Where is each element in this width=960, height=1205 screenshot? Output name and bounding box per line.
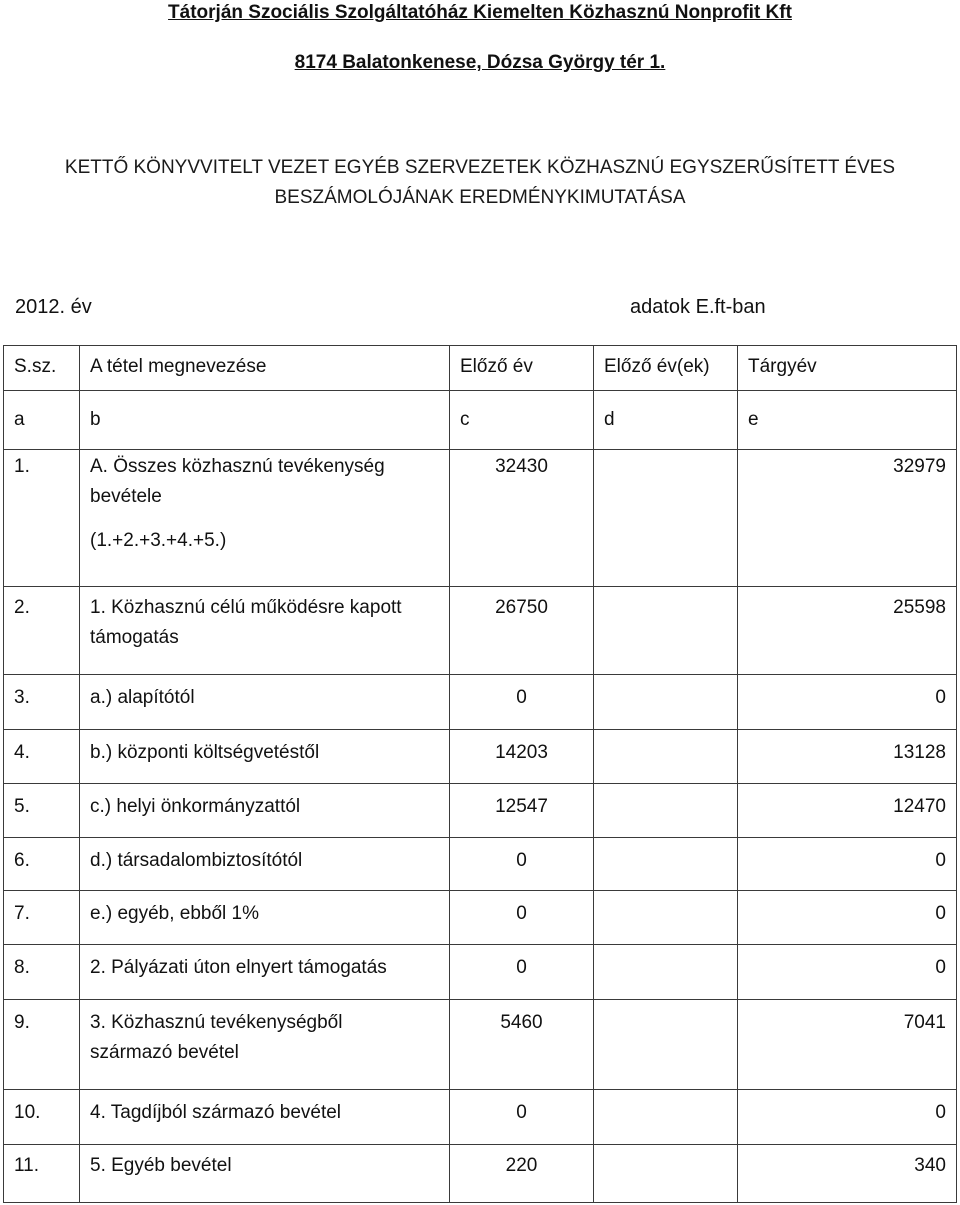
row-ssz: 10. xyxy=(4,1090,80,1145)
header-ssz: S.sz. xyxy=(4,346,80,391)
table-row xyxy=(4,891,957,945)
letter-c: c xyxy=(450,391,594,450)
row-item-name-line-1: A. Összes közhasznú tevékenység xyxy=(90,456,385,477)
table-row xyxy=(4,784,957,838)
row-ssz: 5. xyxy=(4,784,80,838)
row-ssz: 6. xyxy=(4,838,80,891)
table-row xyxy=(4,587,957,675)
row-previous-years-adjustment xyxy=(594,450,738,587)
unit-label: adatok E.ft-ban xyxy=(630,296,766,318)
header-previous-years-adjustment: Előző év(ek) xyxy=(594,346,738,391)
table-row xyxy=(4,1090,957,1145)
row-previous-year: 0 xyxy=(450,891,594,945)
row-current-year: 12470 xyxy=(738,784,957,838)
row-item-name-line-2: bevétele xyxy=(90,486,162,507)
row-current-year: 25598 xyxy=(738,587,957,675)
row-previous-year: 12547 xyxy=(450,784,594,838)
row-ssz: 3. xyxy=(4,675,80,730)
row-ssz: 2. xyxy=(4,587,80,675)
row-previous-years-adjustment xyxy=(594,945,738,1000)
table-row xyxy=(4,945,957,1000)
row-ssz: 7. xyxy=(4,891,80,945)
row-previous-year: 0 xyxy=(450,838,594,891)
letter-d: d xyxy=(594,391,738,450)
table-row xyxy=(4,838,957,891)
row-current-year: 0 xyxy=(738,945,957,1000)
row-item-name-spacer xyxy=(90,512,439,526)
row-previous-years-adjustment xyxy=(594,1090,738,1145)
row-item-name-line-1: 1. Közhasznú célú működésre kapott xyxy=(90,597,402,618)
row-item-name: 5. Egyéb bevétel xyxy=(80,1145,450,1203)
table-row xyxy=(4,675,957,730)
row-item-name: b.) központi költségvetéstől xyxy=(80,730,450,784)
income-statement-table xyxy=(3,345,957,1203)
row-item-name: c.) helyi önkormányzattól xyxy=(80,784,450,838)
row-ssz: 9. xyxy=(4,1000,80,1090)
header-item-name: A tétel megnevezése xyxy=(80,346,450,391)
row-item-name: 4. Tagdíjból származó bevétel xyxy=(80,1090,450,1145)
row-previous-years-adjustment xyxy=(594,730,738,784)
organization-name: Tátorján Szociális Szolgáltatóház Kiemelten Közhasznú Nonprofit Kft xyxy=(168,2,792,23)
report-title xyxy=(0,153,960,213)
table-row xyxy=(4,730,957,784)
row-item-name xyxy=(80,1000,450,1090)
row-previous-years-adjustment xyxy=(594,1000,738,1090)
column-letter-row xyxy=(4,391,957,450)
row-current-year: 13128 xyxy=(738,730,957,784)
table-row xyxy=(4,1145,957,1203)
row-previous-year: 0 xyxy=(450,1090,594,1145)
row-ssz: 4. xyxy=(4,730,80,784)
row-item-name-line-2: támogatás xyxy=(90,627,179,648)
letter-e: e xyxy=(738,391,957,450)
row-item-name: 2. Pályázati úton elnyert támogatás xyxy=(80,945,450,1000)
table-row xyxy=(4,1000,957,1090)
row-current-year: 32979 xyxy=(738,450,957,587)
header-current-year: Tárgyév xyxy=(738,346,957,391)
report-title-line-1: KETTŐ KÖNYVVITELT VEZET EGYÉB SZERVEZETEK KÖZHASZNÚ EGYSZERŰSÍTETT ÉVES xyxy=(64,157,896,178)
row-previous-years-adjustment xyxy=(594,1145,738,1203)
row-previous-years-adjustment xyxy=(594,838,738,891)
row-item-name-line-2: származó bevétel xyxy=(90,1042,239,1063)
row-current-year: 0 xyxy=(738,1090,957,1145)
row-current-year: 340 xyxy=(738,1145,957,1203)
row-previous-years-adjustment xyxy=(594,891,738,945)
report-title-line-2: BESZÁMOLÓJÁNAK EREDMÉNYKIMUTATÁSA xyxy=(274,187,686,208)
row-previous-years-adjustment xyxy=(594,675,738,730)
table-row xyxy=(4,450,957,587)
row-previous-years-adjustment xyxy=(594,784,738,838)
row-previous-year: 32430 xyxy=(450,450,594,587)
letter-b: b xyxy=(80,391,450,450)
row-item-name: d.) társadalombiztosítótól xyxy=(80,838,450,891)
row-ssz: 11. xyxy=(4,1145,80,1203)
row-ssz: 8. xyxy=(4,945,80,1000)
row-item-name xyxy=(80,450,450,587)
row-current-year: 7041 xyxy=(738,1000,957,1090)
row-previous-year: 0 xyxy=(450,945,594,1000)
letter-a: a xyxy=(4,391,80,450)
row-current-year: 0 xyxy=(738,891,957,945)
row-previous-years-adjustment xyxy=(594,587,738,675)
year-label: 2012. év xyxy=(15,296,92,318)
row-previous-year: 26750 xyxy=(450,587,594,675)
row-current-year: 0 xyxy=(738,675,957,730)
row-ssz: 1. xyxy=(4,450,80,587)
row-previous-year: 220 xyxy=(450,1145,594,1203)
row-item-name xyxy=(80,587,450,675)
row-previous-year: 14203 xyxy=(450,730,594,784)
table-header-row xyxy=(4,346,957,391)
row-item-name: a.) alapítótól xyxy=(80,675,450,730)
row-item-name: e.) egyéb, ebből 1% xyxy=(80,891,450,945)
row-current-year: 0 xyxy=(738,838,957,891)
header-previous-year: Előző év xyxy=(450,346,594,391)
row-item-name-line-3: (1.+2.+3.+4.+5.) xyxy=(90,530,227,551)
organization-address: 8174 Balatonkenese, Dózsa György tér 1. xyxy=(294,52,666,73)
row-previous-year: 0 xyxy=(450,675,594,730)
row-previous-year: 5460 xyxy=(450,1000,594,1090)
row-item-name-line-1: 3. Közhasznú tevékenységből xyxy=(90,1012,343,1033)
